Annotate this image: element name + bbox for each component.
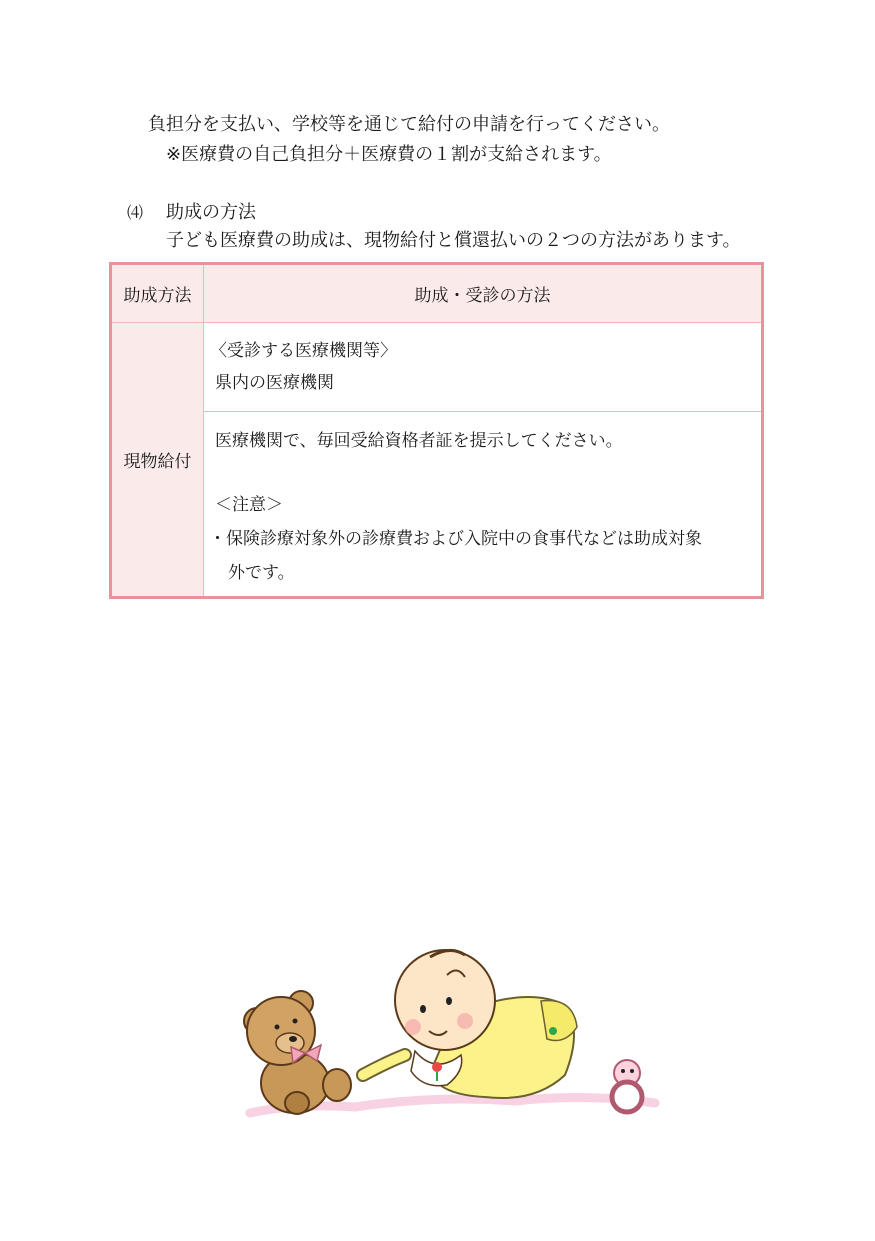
intro-line-1: 負担分を支払い、学校等を通じて給付の申請を行ってください。 [148, 114, 670, 135]
row-label-benefit-in-kind: 現物給付 [112, 323, 204, 596]
institutions-heading: 〈受診する医療機関等〉 [210, 341, 397, 361]
section-title: 助成の方法 [166, 202, 256, 223]
baby-illustration-svg [235, 935, 665, 1135]
institutions-value: 県内の医療機関 [215, 373, 334, 393]
note-heading: ＜注意＞ [215, 495, 283, 515]
table-header-procedure: 助成・受診の方法 [204, 265, 761, 323]
section-number: ⑷ [127, 203, 144, 222]
teddy-bear-icon [244, 991, 351, 1114]
table-header-method: 助成方法 [112, 265, 204, 323]
section-description: 子ども医療費の助成は、現物給付と償還払いの２つの方法があります。 [166, 230, 741, 251]
institutions-cell [204, 323, 761, 412]
instruction-text: 医療機関で、毎回受給資格者証を提示してください。 [215, 431, 623, 451]
baby-illustration [235, 935, 665, 1135]
note-text-line-2: 外です。 [228, 563, 295, 583]
method-table [109, 262, 764, 599]
rattle-icon [612, 1060, 642, 1112]
procedure-cell [204, 412, 761, 596]
note-text-line-1: ・保険診療対象外の診療費および入院中の食事代などは助成対象 [209, 529, 702, 549]
baby-crawling-icon [363, 950, 577, 1098]
intro-note: ※医療費の自己負担分＋医療費の１割が支給されます。 [166, 144, 612, 165]
